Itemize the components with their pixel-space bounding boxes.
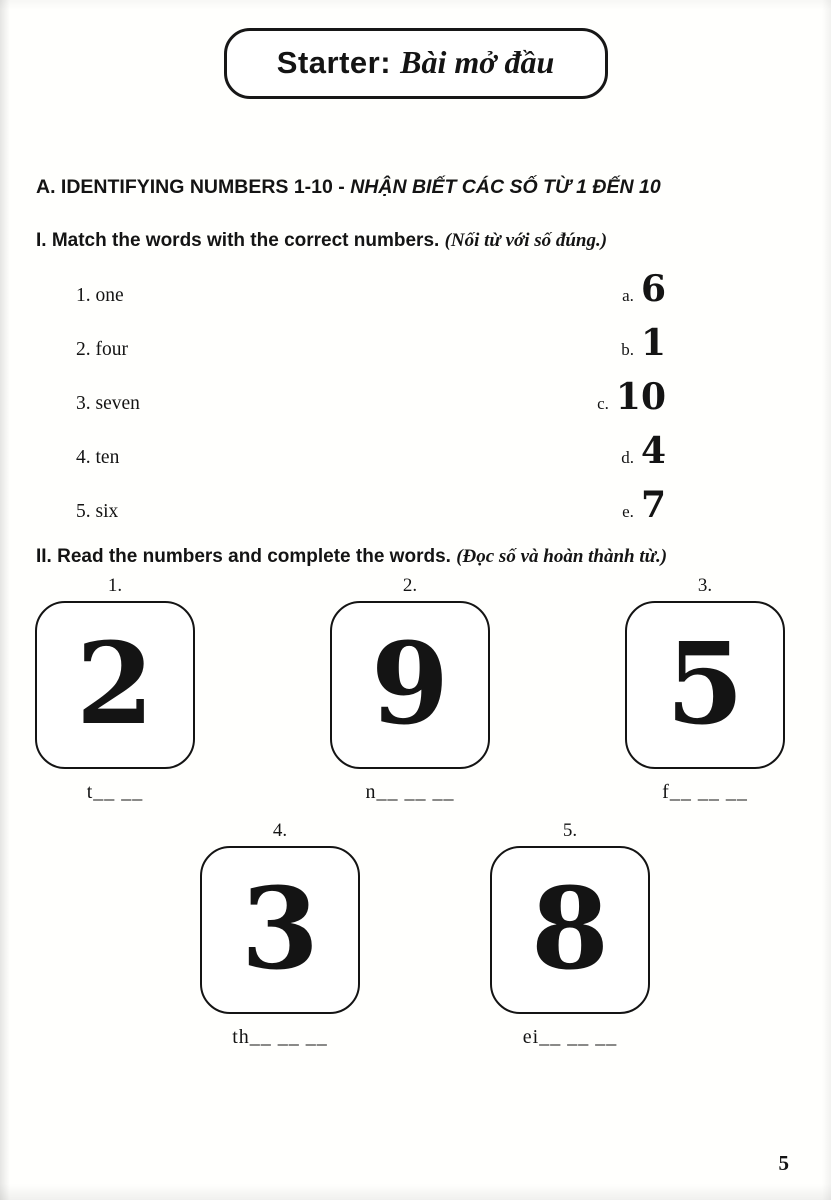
number-glyph: 5 [666, 619, 744, 750]
number-item [330, 575, 490, 804]
number-grid-row-2 [200, 820, 831, 1049]
page-number: 5 [778, 1151, 789, 1175]
title-box [224, 28, 608, 99]
number-item [625, 575, 785, 804]
exercise-2-heading-vietnamese: (Đọc số và hoàn thành từ.) [456, 546, 668, 567]
match-answer [621, 430, 666, 472]
word-blank: f__ __ __ [662, 781, 748, 803]
match-number: 4 [640, 430, 666, 472]
number-glyph: 8 [531, 864, 609, 995]
section-a-heading-vietnamese: NHẬN BIẾT CÁC SỐ TỪ 1 ĐẾN 10 [350, 176, 661, 198]
match-letter: c. [597, 394, 609, 413]
match-word: 1. one [76, 285, 124, 306]
match-letter: b. [621, 340, 634, 359]
match-row [76, 322, 666, 379]
match-letter: e. [622, 502, 634, 521]
number-box [35, 601, 195, 769]
match-number: 6 [640, 268, 666, 310]
match-answer [621, 322, 666, 364]
match-word: 2. four [76, 339, 128, 360]
number-item [490, 820, 650, 1049]
word-blank: t__ __ [86, 781, 144, 803]
match-number: 7 [640, 484, 666, 526]
match-letter: a. [622, 286, 634, 305]
number-glyph: 9 [371, 619, 449, 750]
match-letter: d. [621, 448, 634, 467]
matching-list [76, 268, 666, 541]
match-word: 4. ten [76, 447, 120, 468]
exercise-1-heading-vietnamese: (Nối từ với số đúng.) [444, 230, 608, 251]
number-glyph: 2 [76, 619, 154, 750]
section-a-heading [36, 175, 795, 199]
number-box [625, 601, 785, 769]
match-answer [622, 484, 666, 526]
match-row [76, 484, 666, 541]
number-item-index: 4. [272, 820, 288, 841]
number-item-index: 2. [402, 575, 418, 596]
title-starter-text: Starter: [276, 45, 401, 80]
word-blank: n__ __ __ [365, 781, 455, 803]
match-number: 1 [640, 322, 666, 364]
match-answer [622, 268, 666, 310]
match-row [76, 430, 666, 487]
number-grid-row-1 [0, 575, 831, 804]
word-blank: th__ __ __ [232, 1026, 328, 1048]
match-number: 10 [615, 376, 666, 418]
exercise-2-heading [36, 545, 795, 569]
number-box [330, 601, 490, 769]
number-item-index: 1. [107, 575, 123, 596]
exercise-2-heading-english: II. Read the numbers and complete the words. [36, 546, 457, 567]
exercise-1-heading [36, 229, 795, 253]
match-word: 5. six [76, 501, 119, 522]
number-item-index: 3. [697, 575, 713, 596]
number-item-index: 5. [562, 820, 578, 841]
title-vietnamese-text: Bài mở đầu [400, 44, 555, 80]
number-box [200, 846, 360, 1014]
number-item [35, 575, 195, 804]
number-box [490, 846, 650, 1014]
match-answer [597, 376, 666, 418]
number-item [200, 820, 360, 1049]
exercise-1-heading-english: I. Match the words with the correct numbers. [36, 230, 445, 251]
match-word: 3. seven [76, 393, 140, 414]
word-blank: ei__ __ __ [522, 1026, 618, 1048]
match-row [76, 268, 666, 325]
number-glyph: 3 [241, 864, 319, 995]
match-row [76, 376, 666, 433]
section-a-heading-english: A. IDENTIFYING NUMBERS 1-10 - [36, 176, 351, 198]
